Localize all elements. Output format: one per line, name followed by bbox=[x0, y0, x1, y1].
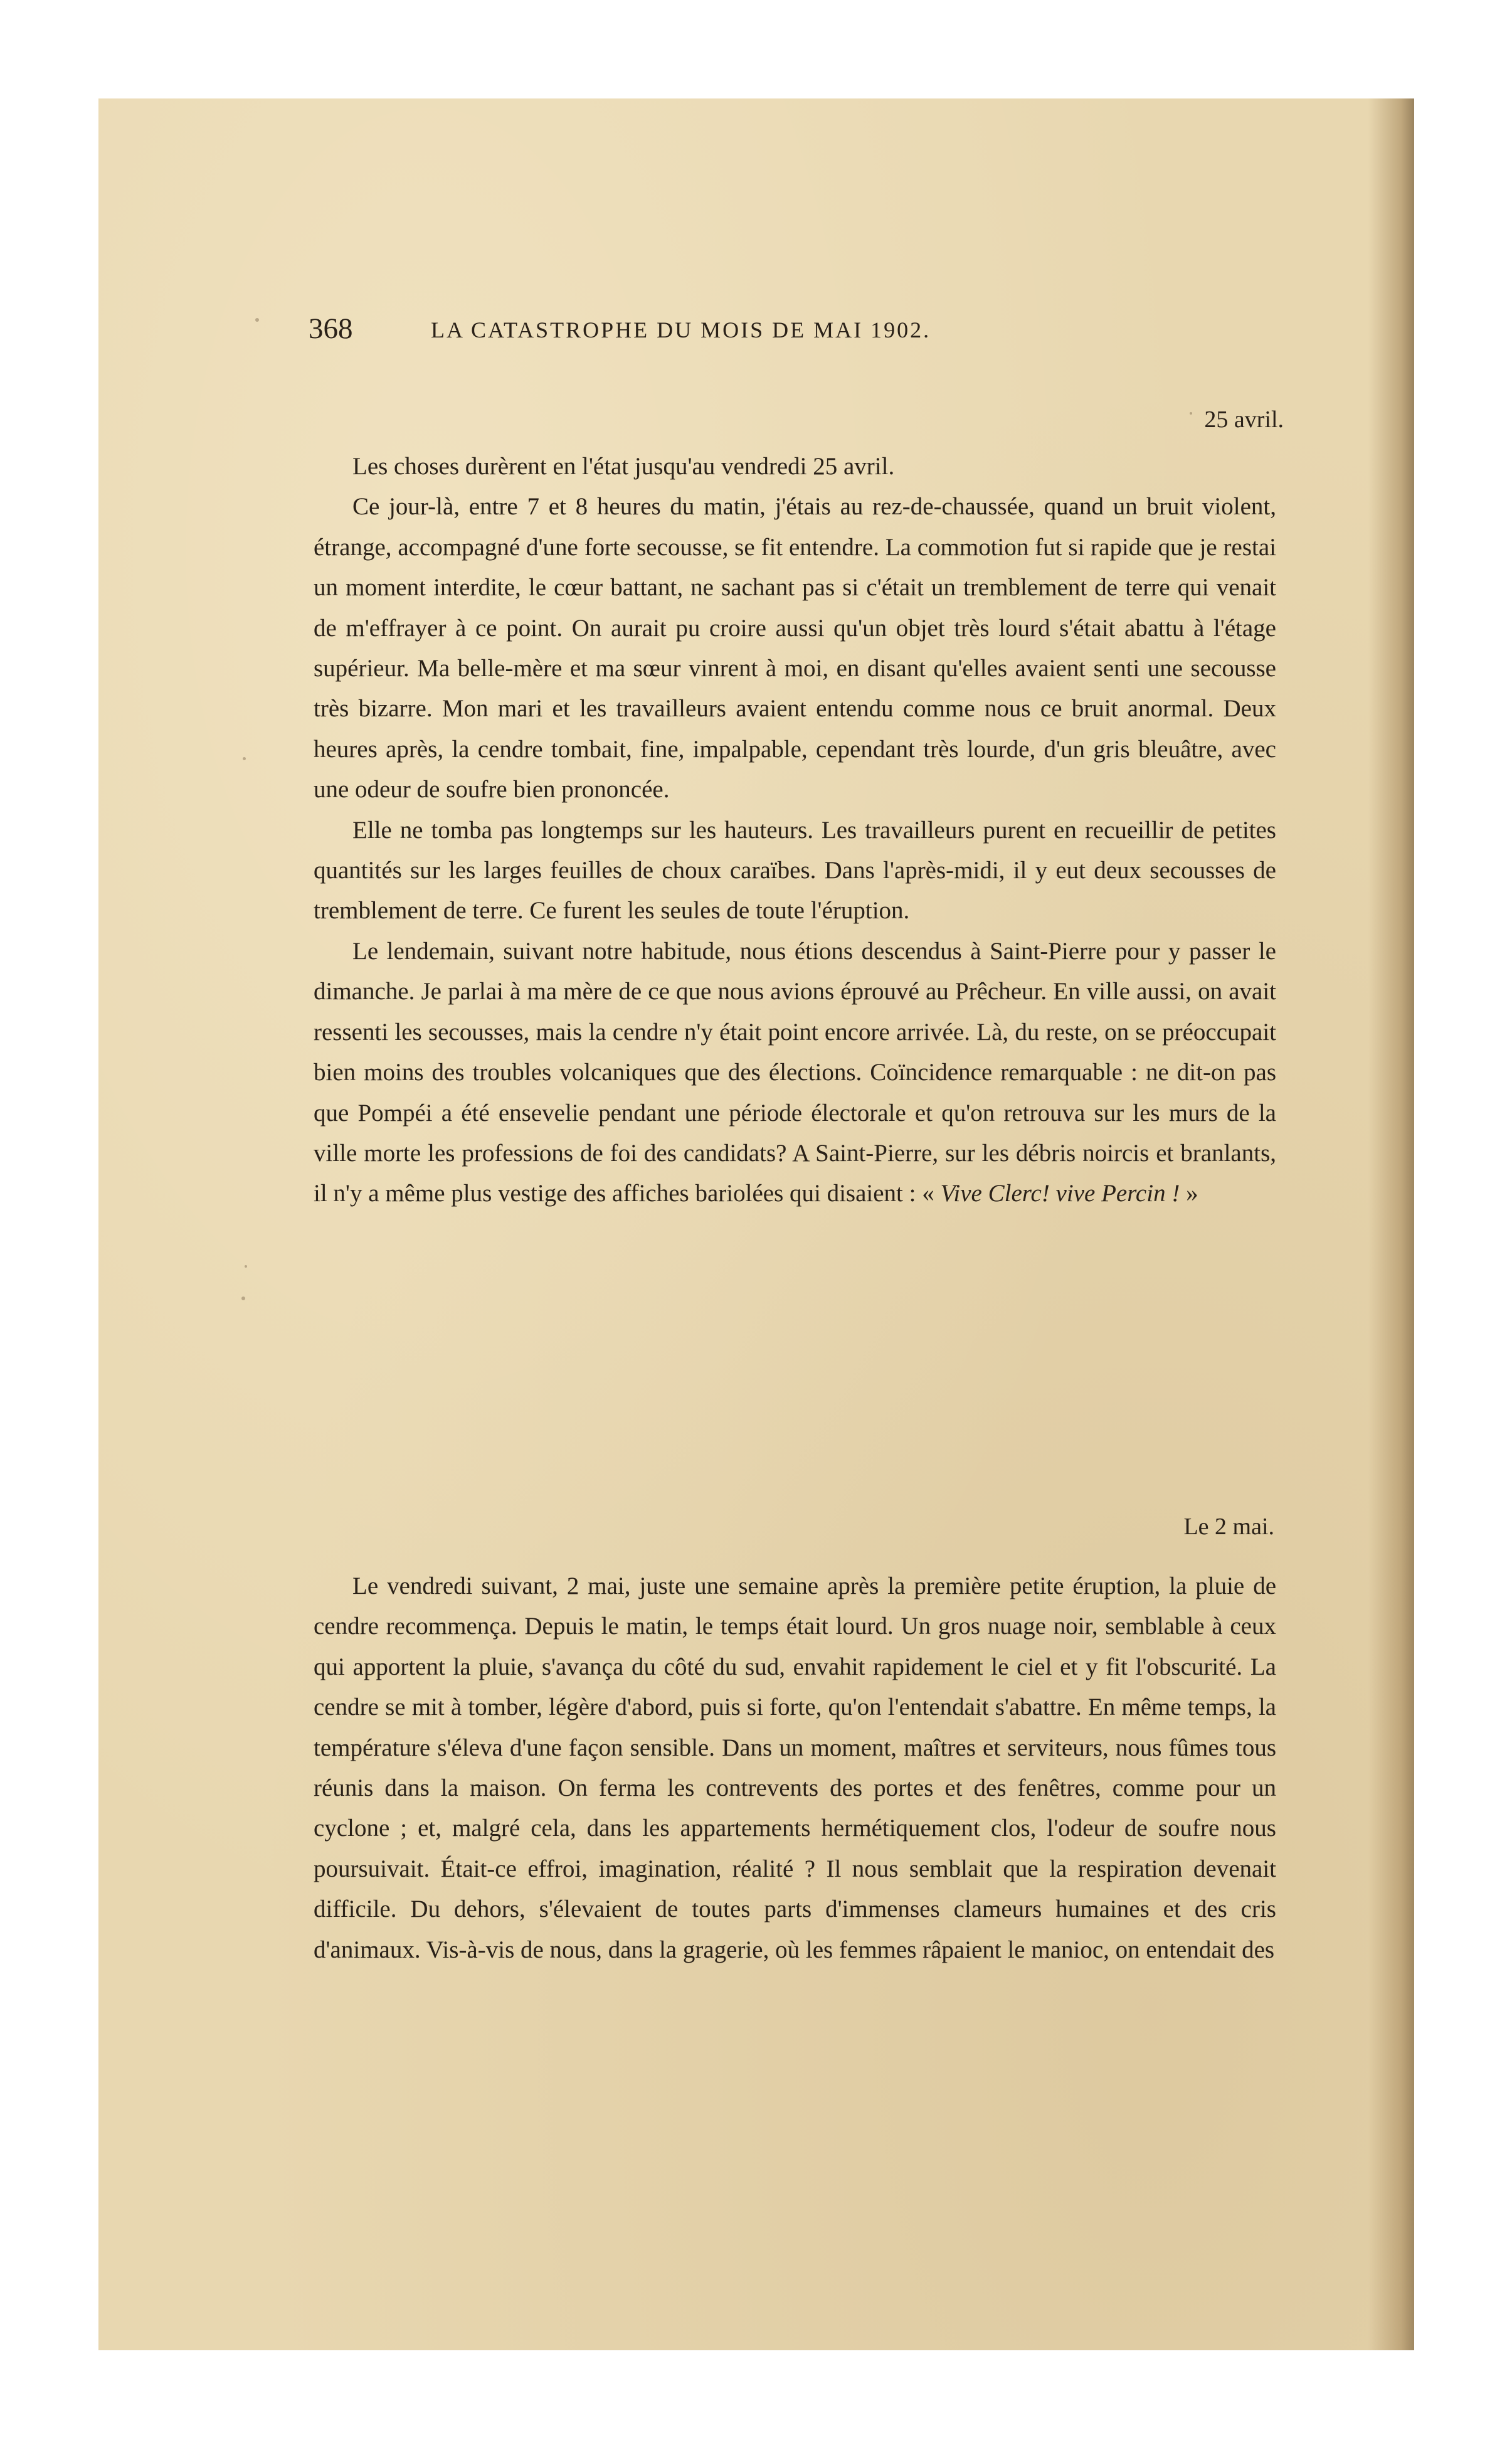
paragraph: Elle ne tomba pas longtemps sur les hauteurs. Les travailleurs purent en recueillir de petites quantités sur les larges feuilles de choux caraïbes. Dans l'après-midi, il y eut deux secousses de tremblement de terre. Ce furent les seules de toute l'éruption. bbox=[314, 816, 1276, 925]
paragraph-text: Le lendemain, suivant notre habitude, nous étions descendus à Saint-Pierre pour y passer le dimanche. Je parlai à ma mère de ce que nous avions éprouvé au Prêcheur. En ville aussi, on avait ressenti les secousses, mais la cendre n'y était point encore arrivée. Là, du reste, on se préoccupait bien moins des troubles volcaniques que des élections. Coïncidence remarquable : ne dit-on pas que Pompéi a été ensevelie pendant une période électorale et qu'on retrouva sur les murs de la ville morte les professions de foi des candidats? A Saint-Pierre, sur les débris noircis et branlants, il n'y a même plus vestige des affiches bariolées qui disaient : « bbox=[314, 937, 1276, 1207]
quote-close: » bbox=[1180, 1180, 1198, 1207]
body-text-section-1 bbox=[314, 447, 1276, 1214]
paragraph-with-quote bbox=[314, 931, 1276, 1214]
paragraph: Le vendredi suivant, 2 mai, juste une semaine après la première petite éruption, la pluie de cendre recommença. Depuis le matin, le temps était lourd. Un gros nuage noir, semblable à ceux qui apportent la pluie, s'avança du côté du sud, envahit rapidement le ciel et y fit l'obscurité. La cendre se mit à tomber, légère d'abord, puis si forte, qu'on l'entendait s'abattre. En même temps, la température s'éleva d'une façon sensible. Dans un moment, maîtres et serviteurs, nous fûmes tous réunis dans la maison. On ferma les contrevents des portes et des fenêtres, comme pour un cyclone ; et, malgré cela, dans les appartements hermétiquement clos, l'odeur de soufre nous poursuivait. Était-ce effroi, imagination, réalité ? Il nous semblait que la respiration devenait difficile. Du dehors, s'élevaient de toutes parts d'immenses clameurs humaines et des cris d'animaux. Vis-à-vis de nous, dans la gragerie, où les femmes râpaient le manioc, on entendait des bbox=[314, 1572, 1276, 1963]
paper-speck bbox=[255, 318, 259, 322]
paragraph: Les choses durèrent en l'état jusqu'au vendredi 25 avril. bbox=[352, 453, 895, 480]
running-title: LA CATASTROPHE DU MOIS DE MAI 1902. bbox=[431, 317, 931, 342]
entry-date-april-25: 25 avril. bbox=[1204, 406, 1284, 433]
paper-speck bbox=[245, 1265, 247, 1268]
paper-speck bbox=[241, 1297, 245, 1300]
paper-speck bbox=[243, 757, 246, 760]
italic-quote: Vive Clerc! vive Percin ! bbox=[940, 1180, 1180, 1207]
paragraph: Ce jour-là, entre 7 et 8 heures du matin, j'étais au rez-de-chaussée, quand un bruit violent, étrange, accompagné d'une forte secousse, se fit entendre. La commotion fut si rapide que je restai un moment interdite, le cœur battant, ne sachant pas si c'était un tremblement de terre qui venait de m'effrayer à ce point. On aurait pu croire aussi qu'un objet très lourd s'était abattu à l'étage supérieur. Ma belle-mère et ma sœur vinrent à moi, en disant qu'elles avaient senti une secousse très bizarre. Mon mari et les travailleurs avaient entendu comme nous ce bruit anormal. Deux heures après, la cendre tombait, fine, impalpable, cependant très lourde, d'un gris bleuâtre, avec une odeur de soufre bien prononcée. bbox=[314, 493, 1276, 803]
body-text-section-2 bbox=[314, 1566, 1276, 1970]
scanned-page bbox=[98, 98, 1414, 2350]
page-number: 368 bbox=[309, 312, 353, 345]
entry-date-may-2: Le 2 mai. bbox=[1183, 1514, 1274, 1540]
running-header bbox=[309, 312, 1274, 356]
